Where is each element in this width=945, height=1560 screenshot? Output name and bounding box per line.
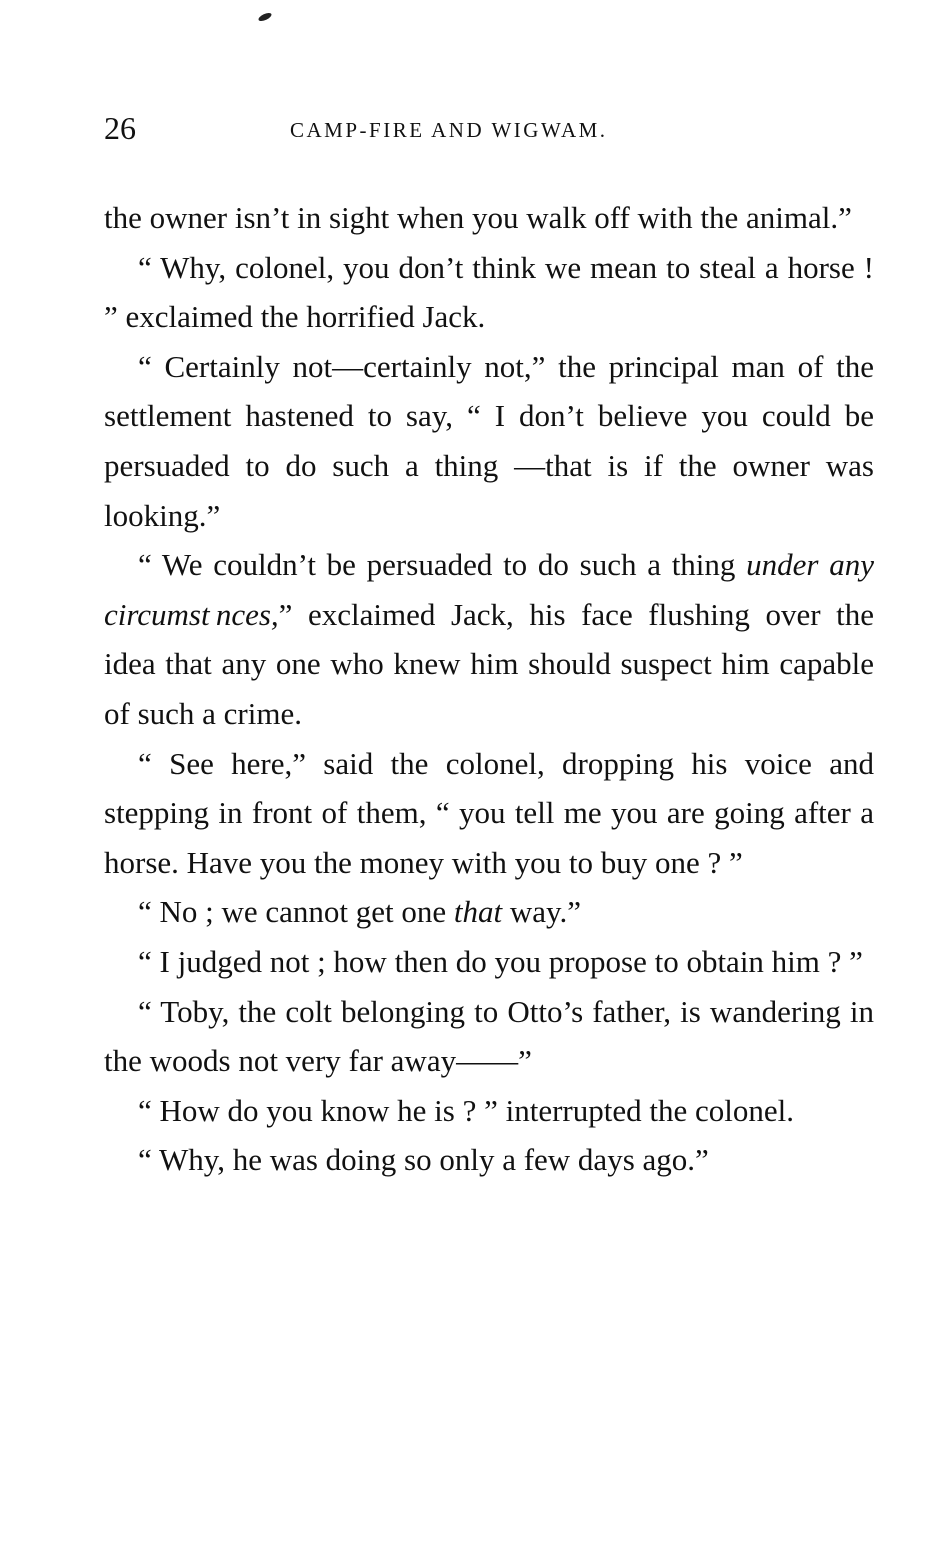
paragraph-10: “ Why, he was doing so only a few days ago.” — [138, 1142, 709, 1178]
paragraph-5: “ See here,” said the colonel, dropping his voice and stepping in front of them, “ you tell me you are going after a horse. Have you the money with you to buy one ? ” — [104, 745, 874, 880]
paragraph-4-italic: under any circumst nces, — [104, 547, 874, 632]
page-header — [104, 108, 874, 148]
paragraph-6-italic: that — [453, 894, 503, 930]
running-title: CAMP-FIRE AND WIGWAM. — [290, 118, 608, 142]
body-text — [104, 193, 874, 1185]
paragraph-4-start: “ We couldn’t be persuaded to do such a thing — [138, 547, 747, 583]
paragraph-1: the owner isn’t in sight when you walk off with the animal.” — [104, 200, 852, 235]
paragraph-4 — [104, 540, 874, 738]
page-number: 26 — [104, 110, 136, 146]
paragraph-8: “ Toby, the colt belonging to Otto’s father, is wandering in the woods not very far away——” — [104, 993, 874, 1079]
paragraph-6-start: “ No ; we cannot get one — [138, 894, 454, 930]
paragraph-6-end: way.” — [502, 894, 582, 930]
paragraph-4-end: ” exclaimed Jack, his face flushing over the idea that any one who knew him should suspect him capable of such a crime. — [104, 596, 874, 731]
paragraph-9: “ How do you know he is ? ” interrupted the colonel. — [138, 1092, 794, 1128]
paragraph-7: “ I judged not ; how then do you propose to obtain him ? ” — [138, 943, 863, 979]
paragraph-6 — [104, 887, 874, 937]
ink-speck — [257, 11, 272, 22]
paragraph-2: “ Why, colonel, you don’t think we mean to steal a horse ! ” exclaimed the horrified Jack. — [104, 249, 874, 335]
paragraph-3: “ Certainly not—certainly not,” the principal man of the settlement hastened to say, “ I don’t believe you could be persuaded to do such a thing —that is if the owner was looking.” — [104, 348, 874, 533]
